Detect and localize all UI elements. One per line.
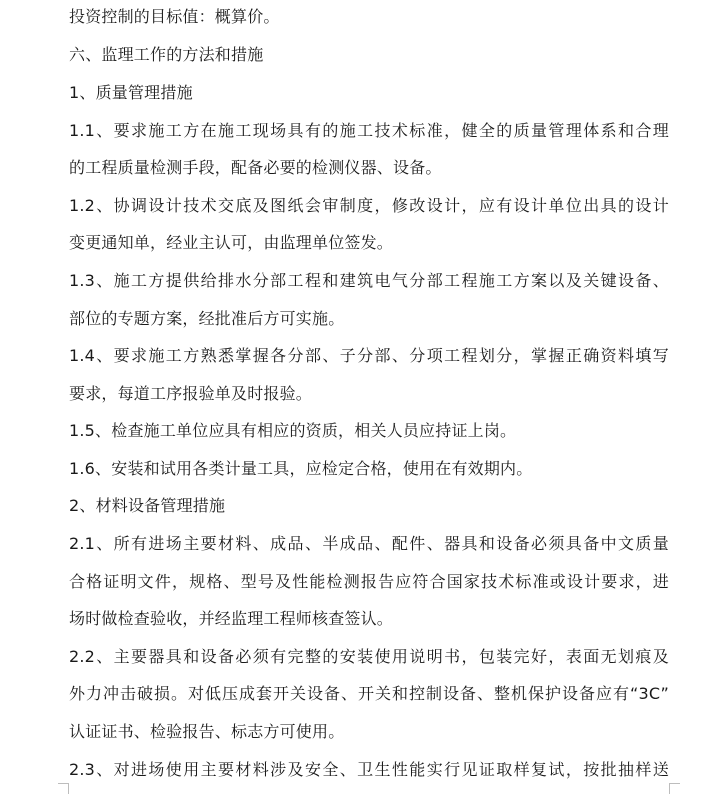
text-line: 变更通知单，经业主认可，由监理单位签发。 — [69, 233, 394, 252]
text-line: 认证证书、检验报告、标志方可使用。 — [69, 722, 345, 741]
text-line: 外力冲击破损。对低压成套开关设备、开关和控制设备、整机保护设备应有“3C” — [69, 684, 669, 703]
text-line: 1.4、要求施工方熟悉掌握各分部、子分部、分项工程划分，掌握正确资料填写 — [69, 346, 669, 365]
subsection-heading: 2、材料设备管理措施 — [69, 496, 226, 515]
text-line: 投资控制的目标值：概算价。 — [69, 7, 280, 26]
text-line: 要求，每道工序报验单及时报验。 — [69, 384, 313, 403]
text-line: 2.2、主要器具和设备必须有完整的安装使用说明书，包装完好，表面无划痕及 — [69, 647, 669, 666]
text-line: 2.1、所有进场主要材料、成品、半成品、配件、器具和设备必须具备中文质量 — [69, 534, 669, 553]
text-line: 合格证明文件，规格、型号及性能检测报告应符合国家技术标准或设计要求，进 — [69, 572, 669, 591]
text-line: 2.3、对进场使用主要材料涉及安全、卫生性能实行见证取样复试，按批抽样送 — [69, 760, 669, 779]
page-margin-marker-right — [669, 783, 680, 794]
subsection-heading: 1、质量管理措施 — [69, 83, 193, 102]
section-heading: 六、监理工作的方法和措施 — [69, 45, 264, 64]
text-line: 1.5、检查施工单位应具有相应的资质，相关人员应持证上岗。 — [69, 421, 517, 440]
text-line: 部位的专题方案，经批准后方可实施。 — [69, 309, 345, 328]
page-margin-marker-left — [58, 783, 69, 794]
text-line: 1.6、安装和试用各类计量工具，应检定合格，使用在有效期内。 — [69, 459, 533, 478]
text-line: 场时做检查验收，并经监理工程师核查签认。 — [69, 609, 394, 628]
text-line: 1.3、施工方提供给排水分部工程和建筑电气分部工程施工方案以及关键设备、 — [69, 271, 669, 290]
text-line: 1.1、要求施工方在施工现场具有的施工技术标准，健全的质量管理体系和合理 — [69, 121, 669, 140]
text-line: 1.2、协调设计技术交底及图纸会审制度，修改设计，应有设计单位出具的设计 — [69, 196, 669, 215]
text-line: 的工程质量检测手段，配备必要的检测仪器、设备。 — [69, 158, 442, 177]
